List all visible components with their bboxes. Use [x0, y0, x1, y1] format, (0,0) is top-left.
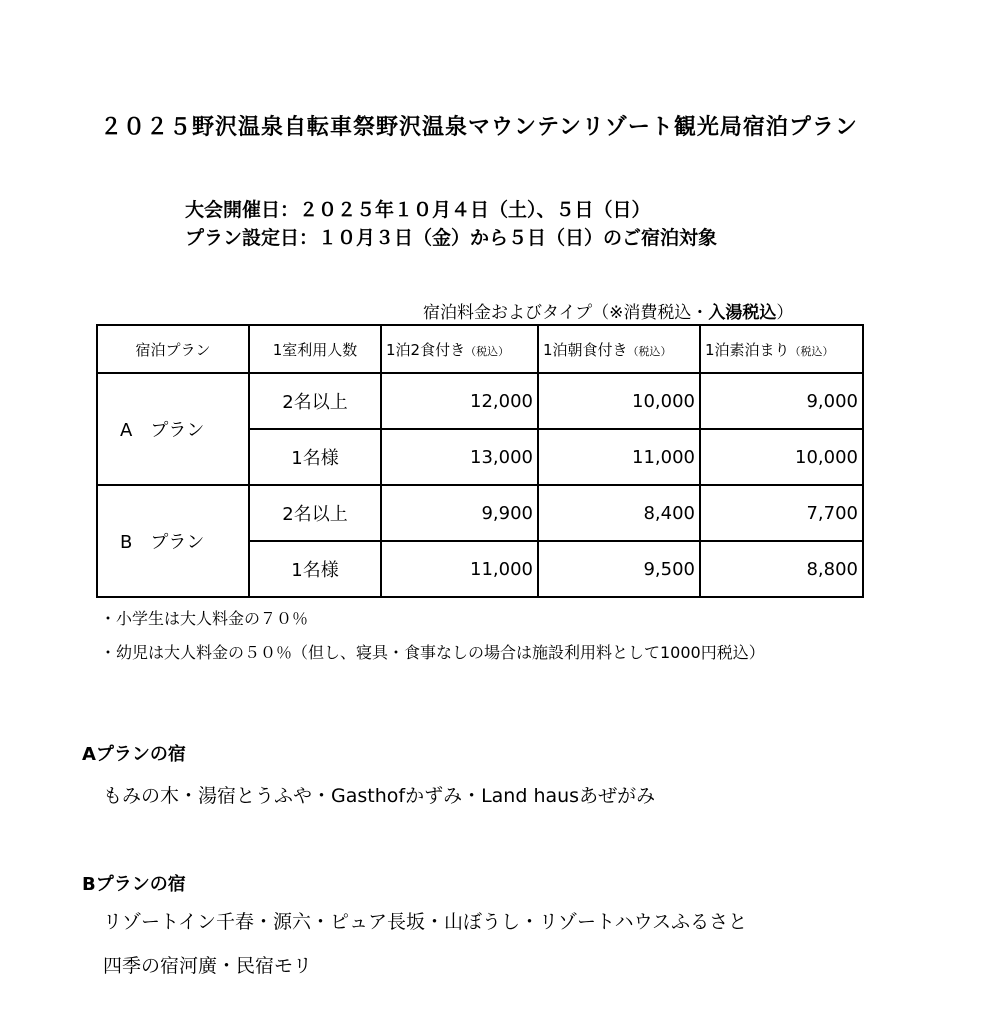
header-breakfast-label: 1泊朝食付き	[543, 340, 628, 359]
price-cell: 9,500	[538, 541, 700, 597]
table-row	[97, 373, 863, 429]
tax-note: （税込）	[627, 344, 672, 358]
header-breakfast	[538, 325, 700, 373]
table-header-row	[97, 325, 863, 373]
caption-main: 宿泊料金およびタイプ（※消費税込・	[423, 303, 709, 323]
price-cell: 12,000	[381, 373, 538, 429]
page-title: ２０２５野沢温泉自転車祭野沢温泉マウンテンリゾート観光局宿泊プラン	[100, 115, 858, 140]
occupancy-cell: 1名様	[249, 429, 381, 485]
table-caption	[423, 298, 793, 323]
note-infant: ・幼児は大人料金の５０％（但し、寝具・食事なしの場合は施設利用料として1000円税込）	[100, 643, 765, 662]
price-cell: 11,000	[381, 541, 538, 597]
occupancy-cell: 1名様	[249, 541, 381, 597]
b-plan-inns-line: リゾートイン千春・源六・ピュア長坂・山ぼうし・リゾートハウスふるさと	[103, 911, 748, 933]
note-elementary: ・小学生は大人料金の７０％	[100, 609, 309, 628]
header-plan: 宿泊プラン	[97, 325, 249, 373]
pricing-notes	[100, 602, 765, 670]
a-plan-inns-heading: Aプランの宿	[82, 744, 186, 765]
b-plan-inns-line: 四季の宿河廣・民宿モリ	[103, 955, 313, 977]
a-plan-inns-list: もみの木・湯宿とうふや・Gasthofかずみ・Land hausあぜがみ	[103, 785, 656, 807]
b-plan-inns-heading: Bプランの宿	[82, 874, 186, 895]
header-occupancy: 1室利用人数	[249, 325, 381, 373]
caption-bold: 入湯税込	[708, 303, 777, 323]
price-cell: 13,000	[381, 429, 538, 485]
event-dates	[185, 196, 717, 252]
price-cell: 9,000	[700, 373, 863, 429]
plan-name: A プラン	[97, 373, 249, 485]
price-cell: 8,400	[538, 485, 700, 541]
price-cell: 8,800	[700, 541, 863, 597]
header-room-only	[700, 325, 863, 373]
header-two-meals	[381, 325, 538, 373]
price-cell: 9,900	[381, 485, 538, 541]
tax-note: （税込）	[465, 344, 510, 358]
caption-end: ）	[776, 303, 794, 323]
tax-note: （税込）	[789, 344, 834, 358]
plan-date-line: プラン設定日：１０月３日（金）から５日（日）のご宿泊対象	[185, 227, 718, 249]
price-cell: 7,700	[700, 485, 863, 541]
header-room-only-label: 1泊素泊まり	[705, 340, 790, 359]
event-date-line: 大会開催日：２０２５年１０月４日（土）、５日（日）	[185, 199, 651, 221]
b-plan-inns-list	[103, 900, 747, 988]
price-cell: 10,000	[538, 373, 700, 429]
occupancy-cell: 2名以上	[249, 373, 381, 429]
header-two-meals-label: 1泊2食付き	[386, 340, 466, 359]
price-cell: 11,000	[538, 429, 700, 485]
occupancy-cell: 2名以上	[249, 485, 381, 541]
rates-table	[96, 324, 864, 598]
plan-name: B プラン	[97, 485, 249, 597]
price-cell: 10,000	[700, 429, 863, 485]
table-row	[97, 485, 863, 541]
